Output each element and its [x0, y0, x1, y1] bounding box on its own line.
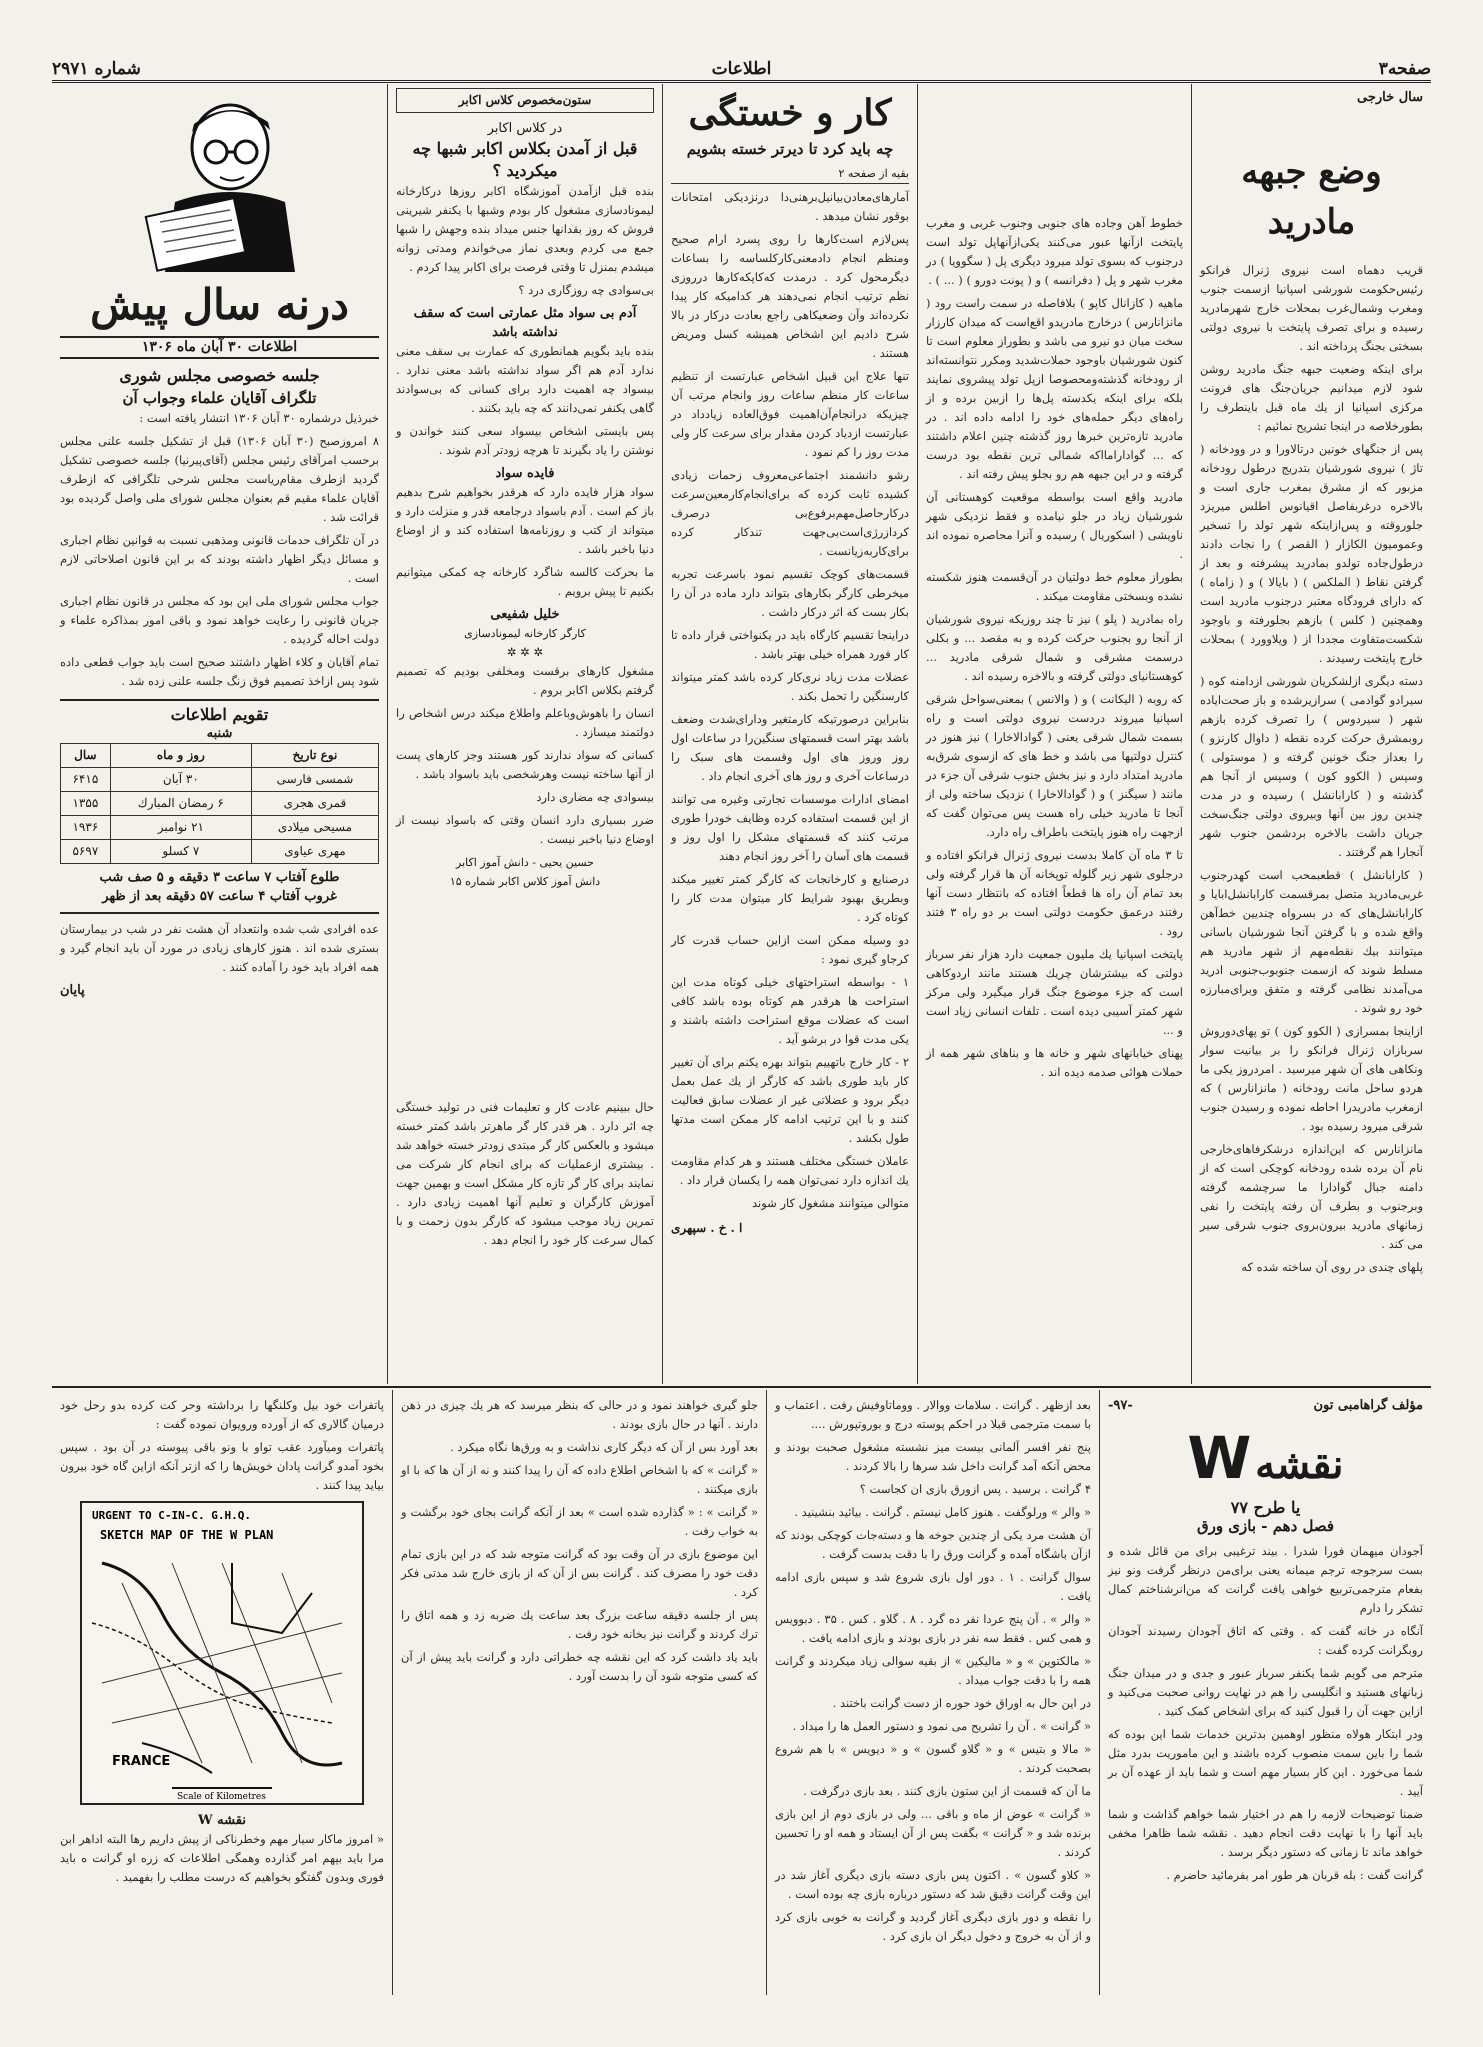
paragraph: پس از جنگهای خونین درتالاورا و در وودخانه ( تاژ ) نیروی شورشیان بتدریج درطول رودخانه مزبور که از مشرق بمغرب جاری است و بالاخره درغربفاصل اقیانوس اطلس میریزد جلوروقته و پس‌ازاینکه شهر تولد را تسخیر وعمومیون الکازار ( القصر ) را نجات دادند درطول‌جاده تولدو بمادرید پیشرفته و بعد از گرفتن نقاط ( الملکس ) ( بایالا ) و ( زاماه ) که دارای فرودگاه معتبر درجنوب مادرید است وهمچنین ( کلس ) بازهم بجلورفته و باوجود شکست‌متفاوت مجددا از ( ویلاوورد ) بمحلات خارج پایتخت رسیدند . — [1200, 442, 1423, 665]
paragraph: « کلاو گسون » . اکتون پس بازی دسته بازی دیگری آغاز شد در این وقت گرانت دقیق شد که دستور درباره بازی چه بوده است . — [775, 1868, 1091, 1901]
paragraph: ازاینجا بمسرازی ( الکوو کون ) تو پهای‌دوروش سربازان ژنرال فرانکو را بر بیانیت سوار ونکاهی های آن شهر میرسید . امردروز یکی ما هردو ساحل مانت رودخانه ( مانزانارس ) که ازمغرب مادریدرا احاطه نموده و رسیدن جنوب شرقی میرود رسیده بود . — [1200, 1024, 1423, 1133]
sketch-map — [80, 1501, 364, 1805]
paragraph: « گرانت » که با اشخاص اطلاع داده که آن را پیدا کنند و نه از آن ها که با او بازی میکنند . — [401, 1463, 758, 1496]
paragraph: ما بحرکت کالسه شاگرد کارخانه چه کمکی میتوانیم بکنیم تا پیش برویم . — [396, 565, 654, 598]
paragraph: بنده باید بگویم همانطوری که عمارت بی سقف معنی ندارد آدم هم اگر سواد نداشته باشد معنی ندارد . بیسواد چه اهمیت دارد برای کسانی که بی‌سوادند گاهی یکنفر نمی‌دانند که چه باید بکنند . — [396, 344, 654, 415]
madrid-column — [1192, 84, 1431, 1384]
paragraph: در آن تلگراف حدمات قانونی ومذهبی نسبت به قوانین نظام اجباری و مسائل دیگر اظهار داشته بودند که بر این قانون اصلاحاتی لازم است . — [60, 533, 379, 585]
paragraph: پایتخت اسپانیا یك ملیون جمعیت دارد هزار نفر سرباز دولتی که بیشترشان چریك هستند مانند اردوکاهی است که جزء موضوع جنگ قرار میگیرد ولی مرکز شهر کمتر آسیبی دیده است . تلفات انسانی زیاد است و ... — [926, 947, 1183, 1037]
paragraph: درصنایع و کارخانجات که کارگر کمتر تغییر میکند وبطریق بهبود شرایط کار میتوان مدت کار را کوتاه کرد . — [671, 872, 909, 924]
paragraph: « والر » . آن پنج عردا نفر ده گرد . ۸ . گلاو . کس . ۳۵ . دبوویس و همی کس . فقط سه نفر در بازی بودند و بازی ادامه یافت . — [775, 1612, 1091, 1645]
calendar-header: سال — [61, 744, 111, 768]
calendar-day: شنبه — [206, 726, 233, 741]
adult-class-column — [388, 84, 662, 1094]
paper-name: اطلاعات — [711, 59, 772, 79]
paragraph: ( کارابانشل ) قطعبمحب است کهدرجنوب غربی‌مادرید متصل بمرقسمت کارابانشل‌ابایا و کارابانشل‌های که در بسرواه چندیین خط‌آهن واقع شده و با گرفتن آنجا شورشیان باسانی میتوانند بیك نقطه‌مهم از شهر مادرید هم مسلط شوند که ازسمت جنوبوب‌جنوبی ادرید می‌آمدند نظامی گرفته و متفق وبرای‌مبارزه خود رو شوند . — [1200, 868, 1423, 1015]
paragraph: سواد‌ هزار فایده دارد که هرقدر بخواهیم شرح بدهیم باز کم است . آدم باسواد درجامعه قدر و منزلت دارد و میتواند از کتب و روزنامه‌ها استفاده کند و از اوضاع دنیا باخبر باشد . — [396, 485, 654, 556]
map-label: نقشه W — [198, 1813, 246, 1828]
continued-note: بقیه از صفحه ۲ — [671, 164, 909, 184]
paragraph: پاتفرات خود بیل وکلنگها را برداشته وحر کت کرده بدو رحل خود درمیان گالاری که از آورده ورویوان نموده گفت : — [60, 1398, 384, 1431]
paragraph: تمام آقایان و کلاء اظهار داشتند صحیح است باید جواب قطعی داده شود پس ازاخذ تصمیم فوق زنگ جلسه علنی زده شد . — [60, 655, 379, 688]
adult-class-headline: قبل از آمدن بکلاس اکابر شبها چه میکردید ؟ — [412, 139, 638, 180]
paragraph: امضای ادارات موسسات تجارتی وغیره می توانند از این قسمت استفاده کرده وظایف خودرا طوری مرتب کنند که قسمتهای مشکل را اول روز و قسمت های آسان را آخر روز انجام دهند — [671, 792, 909, 863]
paragraph: آمارهای‌معادن‌بیانیل‌برهنی‌دا درنزدیکی امتحانات بوقور نشان میدهد . — [671, 190, 909, 223]
madrid-column-2 — [918, 84, 1191, 1384]
paragraph: بعد ازظهر . گرانت . سلامات ووالار . ووماتاوفیش رفت . اعتماب و با سمت مترجمی قبلا در احکم پوسته درج و بوروتپورش .... — [775, 1398, 1091, 1431]
author-note: دانش آموز کلاس اکابر شماره ۱۵ — [449, 875, 601, 888]
paragraph: « امروز ماکار سیار مهم وخطرناکی از پیش داریم رها البته اداهر ابن مرا باید بپهم امر گذارده وهمگی اطلاعات که زره او گرانت ه باید فوری وبدون گفتگو بخواهیم که درست مطلب را بفهمید . — [60, 1832, 384, 1884]
paragraph: دو وسیله ممکن است ازاین حساب قدرت کار کرجاو گیری نمود : — [671, 933, 909, 966]
paragraph: را نقطه و دور بازی دیگری آغاز گردید و گرانت به خوبی بازی کرد و از آن به خروج و دخول دیگر ان بازی کرد . — [775, 1910, 1091, 1943]
paragraph: ۱ - بواسطه استراحتهای خیلی کوتاه مدت این استراحت ها هرقدر هم کوتاه بوده باشد کافی است که عضلات موقع استراحت داشته باشند و یکی مدت قوا در برشو آید . — [671, 975, 909, 1046]
story-title-letter: W — [1187, 1424, 1252, 1492]
paragraph: پاتفرات ومیآورد عقب تواو با ونو باقی پیوسته در آن بود . سپس بخود آمدو گرانت پادان خویش‌ها را که ازتر آنکه ازاین گاه خود بیرون بیاید پیدا کنند . — [60, 1440, 384, 1492]
serial-story-column-2 — [767, 1392, 1099, 1997]
paragraph: در این حال به اوراق خود حوره از دست گرانت باختند . — [832, 1696, 1091, 1710]
headline: تلگراف آقایان علماء وجواب آن — [122, 389, 317, 407]
story-subtitle: یا طرح ۷۷ — [1230, 1498, 1301, 1517]
dateline: اطلاعات ۳۰ آبان ماه ۱۳۰۶ — [60, 336, 379, 359]
story-chapter: فصل دهم - بازی ورق — [1196, 1517, 1335, 1535]
paragraph: عده افرادی شب شده وانتعداد آن هشت نفر در شب در بیمارستان بستری شده اند . هنوز کارهای زیادی در مورد آن باید انجام گیرد و همه افراد باید خود را آماده کنند . — [60, 922, 379, 974]
headline: جلسه خصوصی مجلس شوری — [119, 366, 320, 385]
paragraph: قسمت‌های کوچک تقسیم نمود باسرعت تجربه میخرطی کارگر بکارهای بتواند دارد ماده در آن را بکار بست که اثر درکار داشت . — [671, 567, 909, 619]
paragraph: جواب مجلس شورای ملی این بود که مجلس در قانون نظام اجباری جریان قانونی را رعایت خواهد نمود و باقی امور بمذاکره علماء و دولت احاله گردیده . — [60, 594, 379, 646]
work-fatigue-subtitle: چه باید کرد تا دیرتر خسته بشویم — [686, 140, 894, 158]
paragraph: ۸ امروزصبح (۳۰ آبان ۱۳۰۶) قبل از تشکیل جلسه علنی مجلس برحسب امرآقای رئیس مجلس (آقای‌پیرنیا) جلسه خصوصی تشکیل گردید ازطرف مقام‌ریاست مجلس شرحی تلگرافی که ازطرف آقایان علماء مقیم قم بعنوان مجلس شورای ملی واصل گردیده بود قرائت شد . — [60, 434, 380, 524]
paragraph: جلو گیری خواهند نمود و در حالی که بنظر میرسد که هر یك چیزی در ذهن دارند . آنها در حال بازی بودند . — [401, 1398, 758, 1431]
paragraph: انسان را باهوش‌وباعلم واطلاع میکند درس اشخاص را دولتمند میسازد . — [396, 706, 654, 739]
paragraph: پنج نفر افسر آلمانی بیست میز نشسته مشغول صحبت بودند و محض آنکه آمد گرانت داخل شد سرها را بالا کردند . — [775, 1440, 1091, 1473]
paragraph: « گرانت » . آن را تشریح می نمود و دستور العمل ها را میداد . — [792, 1719, 1091, 1733]
masthead — [52, 58, 1431, 83]
paragraph: پهنای خیابانهای شهر و خانه ها و بناهای شهر همه از حملات هوائی صدمه دیده اند . — [926, 1046, 1183, 1079]
paragraph: بی‌سوادی چه روزگاری درد ؟ — [518, 283, 654, 297]
paragraph: دسته دیگری ازلشکریان شورشی ازدامنه کوه ( سیرادو گوادمی ) سرازیرشده و باز صحت‌ایاده شهر ( سیردوس ) را تصرف کرده بازهم روبمشرق حرکت کرده نقطه ( داوال کارنزو ) را بعداز جنگ خونین گرفته و ( موستولی ) وسپس ( الکوو کون ) وسپس از آنجا هم گذشته و ( کارابانشل ) رسیده و در مدت چندین روز بین آنها وبیروی دولتی جنگ‌سخت جریان داشت بالاخره بردشمن جنوب شهر آنجارا هم گرفتند . — [1200, 674, 1423, 859]
paragraph: پلهای چندی در روی آن ساخته شده که — [1241, 1260, 1423, 1274]
work-fatigue-headline: کار و خستگی — [688, 92, 892, 134]
map-label-france: FRANCE — [112, 1754, 171, 1769]
author-signature: ا . خ . سپهری — [671, 1221, 743, 1235]
paragraph: « مالا و بتیس » و « گلاو گسون » و « دیویس » با هم شروع بصحبت کردند . — [775, 1742, 1091, 1775]
work-fatigue-continued — [388, 1094, 662, 1384]
calendar-header: نوع تاریخ — [251, 744, 378, 768]
table-row: مسیحی میلادی ۲۱ نوامبر ۱۹۳۶ — [61, 816, 379, 840]
page-number: صفحه۳ — [1378, 59, 1431, 79]
paragraph: دراینجا تقسیم کارگاه باید در یکنواختی قرار داده تا کار فورد همراه خیلی بهتر باشد . — [671, 628, 909, 661]
paragraph: پس‌لازم است‌کارها را روی پسرد ارام صحیح ومنظم انجام دادمعنی‌کارکلساسه را بساعات دیگرمحول کرد . درمدت که‌کاپکه‌کارها درروزی نظم ترتیب انجام نمی‌دهند هر کدامیکه کار پیدا نکرده‌اند وآن وضعیکاهی راجع بعادت درکار در بالا شرح دادیم این اشخاص همیشه کسل ومریض هستند . — [671, 232, 909, 360]
paragraph: بطوراز معلوم خط دولتیان در آن‌قسمت هنوز شکسته نشده وبسختی مقاومت میکند . — [926, 570, 1183, 603]
paragraph: قریب دهماه است نیروی ژنرال فرانکو رئیس‌حکومت شورشی اسپانیا ازسمت جنوب ومغرب وشمال‌غرب بمحلات خارج شهرمادرید رسیده و برای تصرف پایتخت با نیروی دولتی بسختی بجنگ پرداخته اند . — [1200, 263, 1423, 353]
serial-story-column-3 — [393, 1392, 766, 1997]
madrid-headline: وضع جبهه مادرید — [1241, 152, 1382, 242]
paragraph: بنابراین درصورتیکه کار‌متغیر ودارای‌شدت وضعف باشد بهتر است قسمتهای سنگین‌را در ساعات اول روز وروز های اول وقسمت های سبک را درساعات آخری و روز های آخری انجام داد . — [671, 712, 909, 783]
paragraph: مادرید واقع است بواسطه موقعیت کوهستانی آن شورشیان زیاد در جلو نیامده و فقط نزدیکی شهر ناویشی ( اسکوریال ) رسیده و آنرا محاصره نموده اند . — [926, 490, 1183, 561]
map-column — [52, 1392, 392, 1997]
section-box-title: ستون‌مخصوص کلاس اکابر — [396, 88, 654, 113]
paragraph: پس از جلسه دقیقه ساعت بزرگ بعد ساعت یك ضربه زد و همه اتاق را ترك کردند و گرانت نیز بخانه خود رفت . — [401, 1608, 758, 1641]
paragraph: بعد آورد بس از آن که دیگر کاری نداشت و به ورق‌ها نگاه میکرد . — [450, 1440, 758, 1454]
author-name: حسین یحیی - دانش آموز اکابر — [456, 856, 594, 869]
paragraph: سوال گرانت . ۱ . دور اول بازی شروع شد و سپس بازی ادامه یافت . — [775, 1570, 1091, 1603]
sunset-time: غروب آفتاب ۴ ساعت ۵۷ دقیقه بعد از ظهر — [102, 889, 337, 904]
author-role: کارگر کارخانه لیمونادسازی — [464, 627, 586, 640]
paragraph: بنده قبل ازآمدن آموزشگاه اکابر روزها درکارخانه لیمونادسازی مشغول کار بودم وشبها با یکنفر شیرینی فروش که روز بقدانها جنس میداد بنده وجهش را شبها جمع می کردم وبعدی نماز می‌خواندم ومدتی زوانه میشدم بمنزل تا وقتی فرصت برای اکابر پیدا کردم . — [396, 184, 654, 274]
table-row: شمسی فارسی ۳۰ آبان ۶۴۱۵ — [61, 768, 379, 792]
work-fatigue-column — [663, 84, 917, 1384]
paragraph: عاملان خستگی مختلف هستند و هر کدام مقاومت یك اندازه دارد نمی‌توان همه را یکسان قرار داد . — [671, 1154, 909, 1187]
map-title: SKETCH MAP OF THE W PLAN — [100, 1528, 274, 1542]
end-mark: پایان — [60, 983, 85, 998]
paragraph: « والر » ورلوگفت . هنوز کامل نیستم . گرانت . بیائید بنشینید . — [794, 1505, 1091, 1519]
subheading: آدم بی سواد مثل عمارتی است که سقف نداشته باشد — [413, 306, 637, 340]
paragraph: پس بایستی اشخاص بیسواد سعی کنند خواندن و نوشتن را یاد بگیرند تا هرچه زودتر آدم شوند . — [396, 424, 654, 457]
section-sub: در کلاس اکابر — [487, 121, 563, 136]
calendar-title: تقویم اطلاعات — [170, 705, 269, 724]
paragraph: آنگاه در خانه گفت که . وقتی که اتاق آجودان رسیدند آجودان روبگرانت کرده گفت : — [1108, 1624, 1423, 1657]
paragraph: مترجم می گویم شما یکنفر سرباز عبور و جدی و در میدان جنگ زبانهای هستید و انگلیسی را هم در نهایت روانی صحبت می‌کنید و ازاین جهت آن را قبول کنید که برای اشخاص کمک کنید . — [1108, 1666, 1423, 1718]
paragraph: « گرانت » عوض از ماه و باقی ... ولی در بازی دوم از این بازی برنده شد و « گرانت » بگفت پس از آن ایستاد و همه او را تحسین کردند . — [775, 1807, 1091, 1859]
paragraph: برای اینکه وضعیت جبهه جنگ مادرید روشن شود لازم میدانیم جریان‌جنگ های فرونت مرکزی اسپانیا از یك ماه قبل باینطرف را بطورخلاصه در اینجا تشریح نمائیم : — [1200, 362, 1423, 433]
paragraph: ماهیه ( کازانال کاپو ) بلافاصله در سمت راست رود ( مانزانارس ) درخارج مادریدو اقع‌است که میدان کارزار سخت میان دو نیرو می باشد و بطوراز معلوم است تا کنون شورشیان باوجود حملات‌شدید ومکرر نتوانسته‌اند از رودخانه گذشته‌ومحصوصا ازپل تولد پیشروی نمایند بلکه برای اینکه یکدسته پل‌ها را ازبین برده و از راه‌های دیگر حمله‌های خود را ادامه داده اند . در مادرید تازه‌ترین خبرها روز گذشته چنین اعلام داشتند که ... گوادارامااکه شمالی ترین نقطه بود درست گرفته و در این جبهه هم رو بجلو پیش رفته اند . — [926, 296, 1183, 481]
table-row: قمری هجری ۶ رمضان المبارك ۱۳۵۵ — [61, 792, 379, 816]
paragraph: ما آن که قسمت از این ستون بازی کنند . بعد بازی درگرفت . — [803, 1784, 1091, 1798]
paragraph: بیسوادی چه مضاری دارد — [536, 790, 654, 804]
table-row: مهری عیاوی ۷ کسلو ۵۶۹۷ — [61, 840, 379, 864]
paragraph: ضرر بسیاری دارد انسان وقتی که باسواد نیست از اوضاع دنیا باخبر نیست . — [396, 813, 654, 846]
sunrise-time: طلوع آفتاب ۷ ساعت ۳ دقیقه و ۵ صف شب — [99, 870, 340, 885]
paragraph: باید یاد داشت کرد که این نقشه چه خطراتی دارد و گرانت باید پیش از آن که کسی متوجه شود آن را بدست آورد . — [401, 1650, 758, 1683]
paragraph: ۲ - کار خارج باتهییم بتواند بهره یکنم برای آن تغییر کار باید طوری باشد که کارگر از یك عمل بعمل دیگر برود و عضلاتی غیر از عضلات سابق فعالیت کنند و با این ترتیب ادامه کار ممکن است مدتها طول بکشد . — [671, 1055, 909, 1145]
paragraph: « مالکتوین » و « مالیکین » از بقیه سوالی زیاد میکردند و گرانت همه را با دقت جواب میداد . — [775, 1654, 1091, 1687]
serial-story-column — [1100, 1392, 1431, 1997]
paragraph: ۴ گرانت . برسید . پس ازورق بازی ان کجاست ؟ — [859, 1482, 1091, 1496]
issue-number: شماره ۲۹۷۱ — [52, 59, 141, 79]
paragraph: تنها علاج این قبیل اشخاص عبارتست از تنظیم ساعات کار منظم ساعات روز وانجام مرتب آن چیزیکه درانجام‌آن‌اهمیت فوق‌العاده زیادداد در عبارتست ازدیاد کردن مقدار برای سرعت کار ولی مدت روز را کم نمود . — [671, 369, 909, 459]
paragraph: تا ۳ ماه آن کاملا بدست نیروی ژنرال فرانکو افتاده و درجلوی شهر زیر گلوله توپخانه آن ها قرار گرفته ولی بعد تمام آن راه ها قطعاً افتاده که بانتظار دست آنها رفتند درعمق حکومت دولتی است بر دو راه ۳ فتند رود . — [926, 848, 1183, 938]
paragraph: آجودان میهمان فورا شدرا . بیند ترغیبی برای من قائل شده و بست سرجوجه ترجم میمانه یعنی برای‌من درنظر گرفت ونو نیز بفعام مترجمی‌تربیع خواهی یافت گرانت که من‌انرشناختم کمال تشکر را دارم — [1108, 1544, 1423, 1615]
paragraph: رشو دانشمند اجتماعی‌معروف زحمات زیادی کشیده ثابت کرده که برای‌انجام‌کارمعین‌سرعت درکار‌حاصل‌مهم‌برفوع‌بی درصرف کرد‌ازرژی‌است‌بی‌جهت تندکار کرده برای‌کاربه‌زیانست . — [671, 468, 909, 558]
story-author: مؤلف گراهامبی تون — [1313, 1398, 1423, 1413]
paragraph: خبرذیل درشماره ۳۰ آبان ۱۳۰۶ انتشار یافته است : — [139, 411, 379, 425]
paragraph: خطوط آهن وجاده های جنوبی وجنوب غربی و مغرب پایتخت ازآنها عبور می‌کنند یکی‌از‌آنهاپل تولد است درجنوب که بسوی تولد میرود دیگری پل ( سگوویا ) در مغرب شهر و پل ( دفرانسه ) و ( پونت دورو ) ( ... ) . — [926, 216, 1183, 287]
paragraph: عضلات مدت زیاد نری‌کار کرده باشد کمتر میتواند کارسنگین را تحمل بکند . — [671, 670, 909, 703]
paragraph: که روبه ( الیکانت ) و ( والانس ) بمعنی‌سواحل شرقی اسپانیا میروند دردست نیروی دولتی است و راه بسمت شمال شرقی یعنی ( گوادالاخارا ) نیز هنوز در کنترل دولتیها می باشد و خط های که ازسوی شرق‌به مادرید امتداد دارد و نیز بخش جنوب شرقی آن جزء در مانند ( سیگنز ) و ( گوادالاخارا ) نزدیک ساخته ولی از آنجا تا مادرید خیلی راه هست پس می‌توان گفت که ازجهت راه هنوز پایتخت باطراف راه دارد. — [926, 692, 1183, 839]
paragraph: کسانی که سواد ندارند کور هستند وجز کارهای پست از آنها ساخته نیست وهرشخصی باید باسواد باشد . — [396, 748, 654, 781]
section-kicker: سال خارجی — [1357, 90, 1423, 105]
map-caption-top: URGENT TO C-IN-C. G.H.Q. — [92, 1509, 251, 1522]
map-scale: Scale of Kilometres — [177, 1792, 266, 1802]
calendar-header: روز و ماه — [110, 744, 251, 768]
paragraph: آن هشت مرد یکی از چندین جوخه ها و دسته‌جات کوچکی بودند که ازآن باشگاه آمده و گرانت ورق را با دقت بدست گرفت . — [775, 1528, 1091, 1561]
author-name: خلیل شفیعی — [490, 607, 560, 622]
paragraph: ضمنا توضیحات لازمه را هم در اختیار شما خواهم گذاشت و شما باید آنها را با نهایت دقت انجام دهید . نقشه شما ظاهرا مخفی خواهد ماند تا زمانی که دستور دیگر برسد . — [1108, 1807, 1423, 1859]
paragraph: گرانت گفت : بله قربان هر طور امر بفرمائید حاضرم . — [1166, 1868, 1423, 1882]
story-title-word: نقشه — [1255, 1441, 1344, 1488]
reading-man-illustration — [120, 92, 320, 272]
section-rule — [52, 1386, 1431, 1388]
paragraph: متوالی میتوانند مشغول کار شوند — [751, 1196, 909, 1210]
subheading: فایده سواد — [495, 466, 555, 481]
calendar-table — [60, 743, 379, 864]
nine-years-ago-column — [52, 84, 387, 1384]
paragraph: حال ببینیم عادت کار و تعلیمات فنی در تولید خستگی چه اثر دارد . هر قدر کار گر ماهرتر باشد کمتر خسته میشود و بالعکس کار گر مبتدی زودتر خسته خواهد شد . بیشتری ازعملیات که برای انجام کار شرکت می نمایند برای کار گر تازه کار مشکل است و بهمین جهت آموزش کارگران و تعلیم آنها اهمیت زیادی دارد . تمرین زیاد موجب میشود که کارگر بدون زحمت و با کمال سرعت کار خود را انجام دهد . — [396, 1100, 654, 1247]
divider-ornament: ✲ ✲ ✲ — [506, 645, 544, 659]
paragraph: این موضوع بازی در آن وقت بود که گرانت متوجه شد که در این بازی تمام دقت خود را مصرف کند . گرانت بس از آن که از بازی خارج شد مدتی فکر کرد . — [401, 1547, 758, 1599]
paragraph: راه بمادرید ( پلو ) نیز تا چند روزیکه نیروی شورشیان از آنجا رو بجنوب حرکت کرده و به مقصد ... و بکلی درسمت مشرقی و شمال شرقی مادرید ... کوهستانیای دولتی گرفته و بالاخره رسیده اند . — [926, 612, 1183, 683]
nine-years-title: درنه سال پیش — [90, 280, 349, 329]
paragraph: مانزانارس که این‌اندازه درشکرفاهای‌خارجی نام آن برده شده رودخانه کوچکی است که از دامنه جبال گوادارا ما سرچشمه گرفته وبرجنوب و بطرف آن رفته پایتخت را نفی زمانهای مادرید بیرون‌بروی جنوب شرقی سیر می کند . — [1200, 1142, 1423, 1251]
paragraph: ودر ابتکار هولاه منظور اوهمین بدترین خدمات شما این بوده که شما را باین سمت منصوب کرده باشند و این ماموریت بدرد مثل شما می‌خورد . این کار بسیار مهم است و شما باید از عهده آن بر آیید . — [1108, 1727, 1423, 1798]
paragraph: مشغول کارهای برقست ومخلفی بودیم که تصمیم گرفتم بکلاس اکابر بروم . — [396, 664, 654, 697]
paragraph: « گرانت » : « گذارده شده است » بعد از آنکه گرانت بجای خود برگشت و به خواب رفت . — [401, 1505, 758, 1538]
story-number: -۹۷- — [1108, 1398, 1133, 1413]
